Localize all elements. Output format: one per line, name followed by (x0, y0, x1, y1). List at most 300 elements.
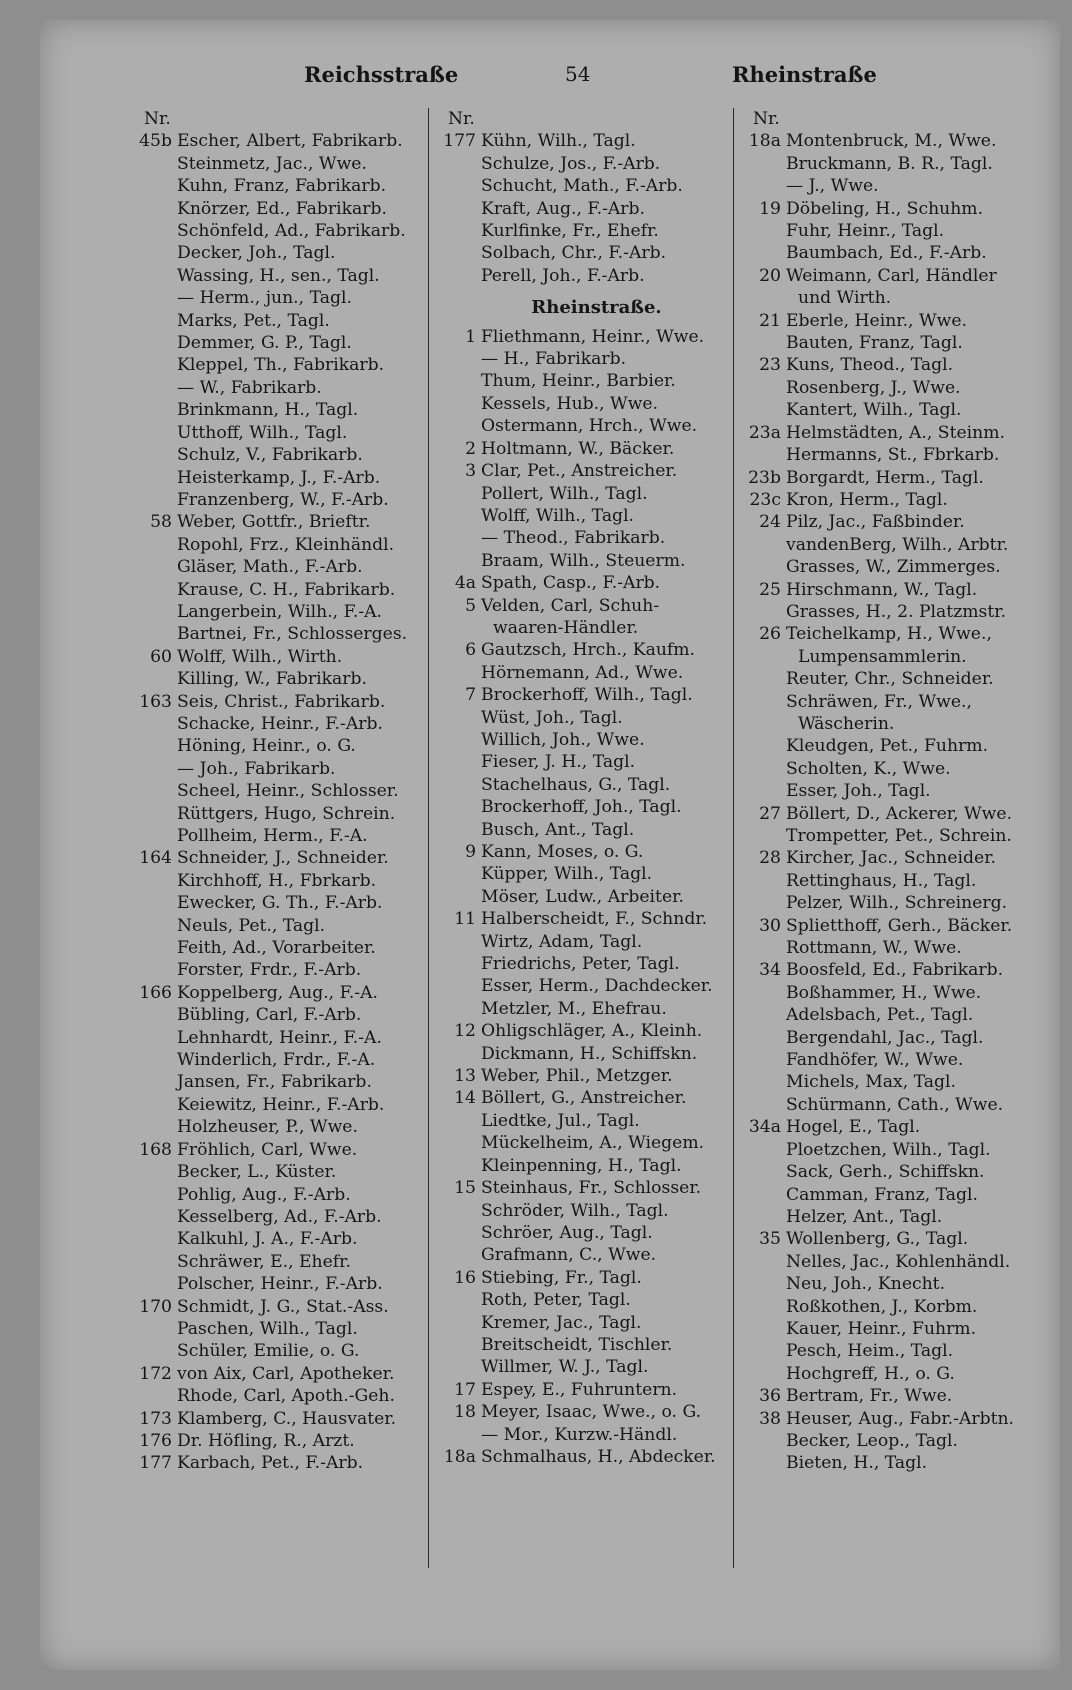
resident-text: Kremer, Jac., Tagl. (481, 1312, 642, 1333)
directory-entry (739, 713, 1069, 735)
resident-text: Pollert, Wilh., Tagl. (481, 483, 648, 504)
resident-text: Grasses, W., Zimmerges. (786, 557, 1001, 578)
directory-entry (130, 444, 430, 466)
column-1 (130, 108, 430, 1475)
directory-entry (739, 534, 1069, 556)
house-number (739, 1363, 786, 1385)
resident-text: Kleinpenning, H., Tagl. (481, 1155, 682, 1176)
resident-text: Hochgreff, H., o. G. (786, 1363, 955, 1384)
house-number (130, 1161, 177, 1183)
house-number: 177 (443, 131, 476, 152)
house-number (434, 1155, 481, 1177)
resident-text: Grafmann, C., Wwe. (481, 1245, 657, 1266)
resident-text: Kalkuhl, J. A., F.-Arb. (177, 1229, 358, 1250)
house-number: 5 (465, 595, 476, 616)
directory-entry (434, 130, 739, 152)
house-number (739, 556, 786, 578)
directory-entry (130, 1430, 430, 1452)
directory-entry (739, 1363, 1069, 1385)
directory-entry (434, 1424, 739, 1446)
house-number: 11 (454, 909, 476, 930)
resident-text: Schräwen, Fr., Wwe., (786, 691, 972, 712)
house-number: 176 (139, 1430, 172, 1451)
directory-entry (130, 422, 430, 444)
resident-text: Michels, Max, Tagl. (786, 1072, 957, 1093)
resident-text: Bergendahl, Jac., Tagl. (786, 1027, 984, 1048)
resident-text: Ploetzchen, Wilh., Tagl. (786, 1139, 991, 1160)
resident-text: Fröhlich, Carl, Wwe. (177, 1139, 358, 1160)
house-number (130, 242, 177, 264)
house-number (434, 796, 481, 818)
resident-text: Schulze, Jos., F.-Arb. (481, 153, 661, 174)
directory-entry (739, 1184, 1069, 1206)
resident-text: Hirschmann, W., Tagl. (786, 579, 978, 600)
house-number (434, 1132, 481, 1154)
resident-text: Braam, Wilh., Steuerm. (481, 550, 686, 571)
resident-text: Karbach, Pet., F.-Arb. (177, 1453, 364, 1474)
resident-text: Bauten, Franz, Tagl. (786, 333, 963, 354)
directory-entry (739, 287, 1069, 309)
house-number (130, 623, 177, 645)
directory-entry (739, 959, 1069, 981)
house-number: 168 (139, 1139, 172, 1160)
resident-text: Brockerhoff, Wilh., Tagl. (481, 685, 693, 706)
directory-entry (739, 758, 1069, 780)
house-number (434, 527, 481, 549)
directory-entry (434, 550, 739, 572)
directory-entry (130, 691, 430, 713)
house-number: 170 (139, 1296, 172, 1317)
directory-entry (130, 130, 430, 152)
directory-entry (434, 1132, 739, 1154)
resident-text: Killing, W., Fabrikarb. (177, 669, 367, 690)
directory-entry (434, 460, 739, 482)
directory-entry (434, 796, 739, 818)
resident-text: Solbach, Chr., F.-Arb. (481, 243, 667, 264)
directory-entry (130, 1385, 430, 1407)
resident-text: Franzenberg, W., F.-Arb. (177, 489, 389, 510)
directory-entry (739, 556, 1069, 578)
directory-entry (130, 758, 430, 780)
house-number: 2 (465, 438, 476, 459)
directory-entry (739, 511, 1069, 533)
house-number (739, 534, 786, 556)
house-number (739, 377, 786, 399)
house-number (739, 982, 786, 1004)
resident-text: Esser, Herm., Dachdecker. (481, 976, 713, 997)
resident-text: Schmidt, J. G., Stat.-Ass. (177, 1296, 389, 1317)
resident-text: Rottmann, W., Wwe. (786, 938, 962, 959)
directory-entry (434, 265, 739, 287)
directory-entry (739, 153, 1069, 175)
directory-entry (739, 1071, 1069, 1093)
house-number: 28 (759, 848, 781, 869)
directory-entry (130, 1206, 430, 1228)
house-number: 45b (139, 131, 172, 152)
resident-text: Knörzer, Ed., Fabrikarb. (177, 198, 387, 219)
house-number (130, 959, 177, 981)
directory-entry (739, 1094, 1069, 1116)
directory-entry (130, 1049, 430, 1071)
resident-text: Rettinghaus, H., Tagl. (786, 870, 977, 891)
resident-text: Thum, Heinr., Barbier. (481, 371, 676, 392)
house-number: 58 (150, 512, 172, 533)
resident-text: Steinhaus, Fr., Schlosser. (481, 1178, 702, 1199)
directory-entry (739, 1251, 1069, 1273)
house-number (739, 1318, 786, 1340)
directory-entry (434, 1244, 739, 1266)
directory-entry (739, 422, 1069, 444)
house-number: 4a (454, 573, 476, 594)
house-number (130, 1071, 177, 1093)
house-number (739, 1184, 786, 1206)
directory-entry (130, 1452, 430, 1474)
directory-entry (434, 684, 739, 706)
house-number: 23b (748, 467, 781, 488)
house-number (739, 1071, 786, 1093)
house-number (130, 444, 177, 466)
resident-text: Schönfeld, Ad., Fabrikarb. (177, 221, 406, 242)
house-number: 15 (454, 1178, 476, 1199)
directory-entry (130, 1228, 430, 1250)
house-number (130, 937, 177, 959)
resident-text: Bartnei, Fr., Schlosserges. (177, 624, 408, 645)
resident-text: Kraft, Aug., F.-Arb. (481, 198, 645, 219)
house-number (130, 825, 177, 847)
resident-text: Becker, L., Küster. (177, 1162, 337, 1183)
resident-text: Wassing, H., sen., Tagl. (177, 265, 380, 286)
resident-text: Reuter, Chr., Schneider. (786, 669, 994, 690)
resident-text: Gläser, Math., F.-Arb. (177, 557, 363, 578)
directory-entry (130, 489, 430, 511)
house-number (739, 242, 786, 264)
directory-entry (130, 668, 430, 690)
resident-text: Willmer, W. J., Tagl. (481, 1357, 649, 1378)
directory-entry (130, 780, 430, 802)
resident-text: Forster, Frdr., F.-Arb. (177, 960, 362, 981)
directory-entry (434, 841, 739, 863)
directory-entry (130, 1139, 430, 1161)
house-number (739, 825, 786, 847)
directory-entry (434, 326, 739, 348)
resident-text: Ewecker, G. Th., F.-Arb. (177, 893, 383, 914)
resident-text: Weber, Phil., Metzger. (481, 1066, 673, 1087)
directory-entry (130, 310, 430, 332)
resident-text: Metzler, M., Ehefrau. (481, 998, 667, 1019)
resident-text: Eberle, Heinr., Wwe. (786, 310, 967, 331)
resident-text: Neuls, Pet., Tagl. (177, 915, 326, 936)
house-number: 17 (454, 1379, 476, 1400)
directory-entry (434, 1356, 739, 1378)
directory-entry (130, 1116, 430, 1138)
directory-entry (434, 1446, 739, 1468)
directory-entry (130, 915, 430, 937)
house-number (739, 1161, 786, 1183)
resident-text: Böllert, G., Anstreicher. (481, 1088, 687, 1109)
house-number (130, 713, 177, 735)
house-number: 18 (454, 1402, 476, 1423)
directory-entry (434, 886, 739, 908)
house-number: 26 (759, 624, 781, 645)
resident-text: Jansen, Fr., Fabrikarb. (177, 1072, 372, 1093)
resident-text: waaren-Händler. (493, 617, 639, 638)
directory-entry (130, 265, 430, 287)
directory-entry (434, 639, 739, 661)
nr-label: Nr. (753, 109, 780, 129)
resident-text: Bertram, Fr., Wwe. (786, 1386, 953, 1407)
house-number (739, 1340, 786, 1362)
resident-text: Klamberg, C., Hausvater. (177, 1408, 397, 1429)
house-number: 173 (139, 1408, 172, 1429)
resident-text: Höning, Heinr., o. G. (177, 736, 356, 757)
resident-text: Trompetter, Pet., Schrein. (786, 826, 1012, 846)
directory-entry (434, 1020, 739, 1042)
directory-entry (739, 175, 1069, 197)
directory-entry (130, 1071, 430, 1093)
directory-entry (434, 198, 739, 220)
house-number (739, 1206, 786, 1228)
directory-entry (130, 354, 430, 376)
house-number (130, 1318, 177, 1340)
house-number (434, 662, 481, 684)
directory-entry (130, 959, 430, 981)
directory-entry (739, 601, 1069, 623)
house-number (434, 931, 481, 953)
resident-text: Esser, Joh., Tagl. (786, 781, 931, 802)
directory-entry (434, 153, 739, 175)
directory-entry (739, 399, 1069, 421)
resident-text: Becker, Leop., Tagl. (786, 1430, 958, 1451)
resident-text: Pesch, Heim., Tagl. (786, 1341, 954, 1362)
house-number: 30 (759, 915, 781, 936)
directory-entry (130, 1363, 430, 1385)
house-number (130, 1116, 177, 1138)
house-number (130, 892, 177, 914)
house-number (130, 1251, 177, 1273)
resident-text: Schacke, Heinr., F.-Arb. (177, 713, 383, 734)
directory-entry (130, 1004, 430, 1026)
house-number (434, 819, 481, 841)
house-number: 1 (465, 326, 476, 347)
resident-text: — Theod., Fabrikarb. (481, 528, 666, 549)
resident-text: Lumpensammlerin. (798, 646, 967, 667)
resident-text: Hörnemann, Ad., Wwe. (481, 662, 684, 683)
house-number: 34a (748, 1117, 781, 1138)
house-number: 23a (748, 422, 781, 443)
resident-text: von Aix, Carl, Apotheker. (177, 1363, 395, 1384)
directory-entry (434, 729, 739, 751)
house-number (434, 1289, 481, 1311)
directory-entry (739, 579, 1069, 601)
resident-text: Dickmann, H., Schiffskn. (481, 1043, 698, 1064)
resident-text: und Wirth. (798, 288, 892, 309)
resident-text: Espey, E., Fuhruntern. (481, 1379, 678, 1400)
directory-entry (130, 825, 430, 847)
resident-text: Küpper, Wilh., Tagl. (481, 864, 653, 885)
resident-text: Keiewitz, Heinr., F.-Arb. (177, 1094, 385, 1115)
house-number (130, 601, 177, 623)
house-number (130, 579, 177, 601)
house-number: 9 (465, 842, 476, 862)
house-number: 163 (139, 691, 172, 712)
house-number (434, 1424, 481, 1446)
resident-text: Ostermann, Hrch., Wwe. (481, 416, 698, 437)
resident-text: Sack, Gerh., Schiffskn. (786, 1162, 985, 1183)
resident-text: Splietthoff, Gerh., Bäcker. (786, 915, 1013, 936)
resident-text: Weber, Gottfr., Brieftr. (177, 512, 371, 533)
column-3 (733, 108, 1069, 1568)
resident-text: Rüttgers, Hugo, Schrein. (177, 803, 396, 824)
directory-entry (739, 220, 1069, 242)
house-number (739, 780, 786, 802)
resident-text: Wirtz, Adam, Tagl. (481, 931, 643, 952)
house-number: 14 (454, 1088, 476, 1109)
resident-text: Roßkothen, J., Korbm. (786, 1296, 978, 1317)
resident-text: Pilz, Jac., Faßbinder. (786, 512, 965, 533)
resident-text: Kauer, Heinr., Fuhrm. (786, 1318, 977, 1339)
directory-entry (130, 332, 430, 354)
directory-entry (434, 1177, 739, 1199)
directory-entry (739, 198, 1069, 220)
house-number: 23c (749, 489, 781, 510)
directory-entry (739, 1408, 1069, 1430)
house-number (130, 354, 177, 376)
resident-text: Kann, Moses, o. G. (481, 842, 644, 862)
resident-text: Halberscheidt, F., Schndr. (481, 909, 708, 930)
directory-entry (739, 668, 1069, 690)
house-number (434, 550, 481, 572)
directory-entry (739, 489, 1069, 511)
resident-text: Schröer, Aug., Tagl. (481, 1222, 653, 1243)
directory-entry (434, 975, 739, 997)
resident-text: Weimann, Carl, Händler (786, 265, 997, 286)
directory-entry (130, 1408, 430, 1430)
house-number (130, 265, 177, 287)
house-number: 25 (759, 579, 781, 600)
resident-text: Utthoff, Wilh., Tagl. (177, 422, 348, 443)
resident-text: Clar, Pet., Anstreicher. (481, 461, 678, 482)
directory-entry (434, 175, 739, 197)
house-number (130, 287, 177, 309)
directory-entry (130, 713, 430, 735)
directory-entry (434, 572, 739, 594)
resident-text: Kleppel, Th., Fabrikarb. (177, 355, 385, 376)
house-number (739, 1094, 786, 1116)
house-number (130, 467, 177, 489)
resident-text: Kron, Herm., Tagl. (786, 489, 948, 510)
resident-text: Winderlich, Frdr., F.-A. (177, 1050, 376, 1071)
resident-text: Möser, Ludw., Arbeiter. (481, 886, 684, 907)
house-number: 16 (454, 1267, 476, 1288)
house-number (739, 735, 786, 757)
directory-entry (739, 1004, 1069, 1026)
directory-entry (130, 1340, 430, 1362)
house-number (739, 1296, 786, 1318)
directory-entry (739, 937, 1069, 959)
resident-text: Schröder, Wilh., Tagl. (481, 1200, 669, 1221)
house-number (434, 265, 481, 287)
resident-text: Ohligschläger, A., Kleinh. (481, 1021, 703, 1042)
directory-entry (130, 399, 430, 421)
resident-text: Pohlig, Aug., F.-Arb. (177, 1184, 351, 1205)
resident-text: Camman, Franz, Tagl. (786, 1184, 979, 1205)
resident-text: Scheel, Heinr., Schlosser. (177, 781, 399, 802)
directory-entry (130, 1318, 430, 1340)
directory-entry (434, 662, 739, 684)
house-number (739, 1004, 786, 1026)
resident-text: Decker, Joh., Tagl. (177, 243, 336, 264)
directory-entry (130, 1161, 430, 1183)
section-heading: Rheinstraße. (531, 297, 662, 319)
directory-entry (739, 892, 1069, 914)
house-number (130, 198, 177, 220)
directory-entry (434, 707, 739, 729)
resident-text: Schulz, V., Fabrikarb. (177, 445, 363, 466)
house-number (130, 735, 177, 757)
resident-text: Busch, Ant., Tagl. (481, 819, 635, 840)
resident-text: Langerbein, Wilh., F.-A. (177, 601, 382, 622)
resident-text: Kircher, Jac., Schneider. (786, 848, 996, 869)
house-number (739, 1139, 786, 1161)
directory-entry (739, 1340, 1069, 1362)
house-number (434, 1043, 481, 1065)
directory-entry (130, 1027, 430, 1049)
directory-entry (130, 579, 430, 601)
house-number: 7 (465, 685, 476, 706)
resident-text: Roth, Peter, Tagl. (481, 1290, 631, 1311)
directory-entry (130, 220, 430, 242)
house-number (434, 153, 481, 175)
house-number (739, 601, 786, 623)
resident-text: Schneider, J., Schneider. (177, 848, 389, 869)
resident-text: Breitscheidt, Tischler. (481, 1334, 673, 1355)
directory-entry (130, 623, 430, 645)
resident-text: Teichelkamp, H., Wwe., (786, 624, 992, 645)
house-number (434, 998, 481, 1020)
resident-text: Schräwer, E., Ehefr. (177, 1251, 351, 1272)
resident-text: Koppelberg, Aug., F.-A. (177, 982, 378, 1003)
house-number (739, 220, 786, 242)
house-number (130, 153, 177, 175)
house-number (130, 220, 177, 242)
directory-entry (739, 803, 1069, 825)
house-number (434, 729, 481, 751)
resident-text: Kuns, Theod., Tagl. (786, 355, 954, 376)
resident-text: Demmer, G. P., Tagl. (177, 333, 352, 354)
house-number: 35 (759, 1229, 781, 1250)
resident-text: Kuhn, Franz, Fabrikarb. (177, 176, 387, 197)
house-number: 164 (139, 848, 172, 869)
directory-entry (434, 1334, 739, 1356)
house-number (739, 937, 786, 959)
house-number (434, 886, 481, 908)
directory-entry (434, 863, 739, 885)
directory-entry (130, 803, 430, 825)
resident-text: Fuhr, Heinr., Tagl. (786, 221, 945, 242)
house-number (739, 758, 786, 780)
directory-entry (130, 511, 430, 533)
resident-text: Pelzer, Wilh., Schreinerg. (786, 893, 1008, 914)
directory-entry (434, 595, 739, 617)
house-number (739, 153, 786, 175)
resident-text: Wolff, Wilh., Wirth. (177, 646, 343, 667)
directory-entry (739, 691, 1069, 713)
resident-text: Neu, Joh., Knecht. (786, 1274, 946, 1295)
resident-text: Seis, Christ., Fabrikarb. (177, 691, 386, 712)
directory-entry (434, 1065, 739, 1087)
resident-text: Krause, C. H., Fabrikarb. (177, 579, 396, 600)
house-number (434, 1222, 481, 1244)
